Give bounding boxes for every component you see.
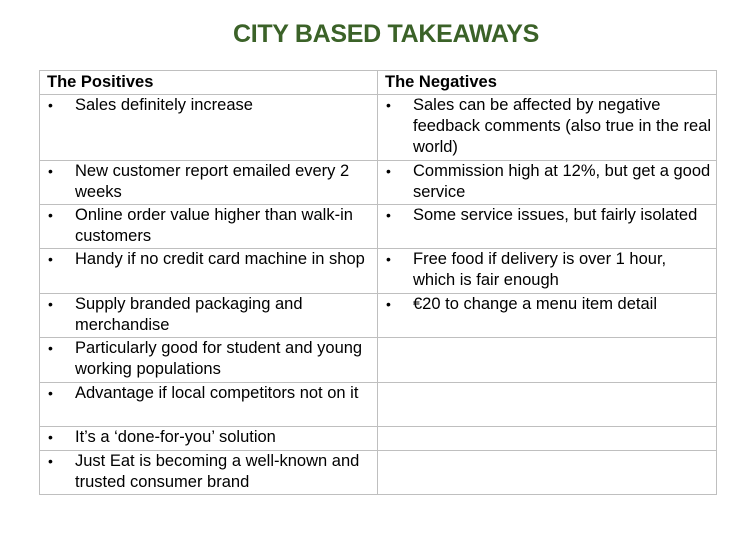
positive-text: Handy if no credit card machine in shop	[75, 250, 365, 268]
negative-cell	[378, 205, 717, 249]
header-negatives: The Negatives	[378, 71, 717, 95]
table-row	[40, 338, 717, 383]
table-row	[40, 249, 717, 294]
negative-cell	[378, 249, 717, 294]
negative-text: €20 to change a menu item detail	[413, 295, 657, 313]
bullet-icon: •	[386, 207, 391, 223]
bullet-icon: •	[48, 163, 53, 179]
positive-cell	[40, 451, 378, 495]
bullet-icon: •	[48, 340, 53, 356]
positive-cell	[40, 161, 378, 205]
negative-cell	[378, 161, 717, 205]
negative-text: Free food if delivery is over 1 hour, which is fair enough	[413, 250, 667, 289]
bullet-icon: •	[386, 296, 391, 312]
positive-text: New customer report emailed every 2 weeks	[75, 162, 350, 201]
bullet-icon: •	[48, 429, 53, 445]
positive-cell	[40, 249, 378, 294]
positives-negatives-table	[39, 70, 717, 495]
negative-cell	[378, 338, 717, 383]
positive-cell	[40, 95, 378, 161]
negative-cell	[378, 383, 717, 427]
positive-text: Supply branded packaging and merchandise	[75, 295, 303, 334]
positive-text: Sales definitely increase	[75, 96, 253, 114]
negative-cell	[378, 451, 717, 495]
positive-cell	[40, 338, 378, 383]
header-positives: The Positives	[40, 71, 378, 95]
table-row	[40, 161, 717, 205]
positive-text: Particularly good for student and young working populations	[75, 339, 363, 378]
table-row	[40, 294, 717, 338]
bullet-icon: •	[386, 163, 391, 179]
bullet-icon: •	[48, 251, 53, 267]
table-row	[40, 205, 717, 249]
negative-text: Some service issues, but fairly isolated	[413, 206, 698, 224]
positive-cell	[40, 294, 378, 338]
negative-cell	[378, 95, 717, 161]
bullet-icon: •	[48, 385, 53, 401]
table-row	[40, 95, 717, 161]
header-row	[40, 71, 717, 95]
positive-text: Online order value higher than walk-in customers	[75, 206, 353, 245]
bullet-icon: •	[386, 251, 391, 267]
positive-cell	[40, 427, 378, 451]
bullet-icon: •	[48, 97, 53, 113]
negative-text: Commission high at 12%, but get a good service	[413, 162, 711, 201]
table-row	[40, 383, 717, 427]
positive-text: Advantage if local competitors not on it	[75, 384, 359, 402]
positive-text: Just Eat is becoming a well-known and trusted consumer brand	[75, 452, 360, 491]
bullet-icon: •	[48, 296, 53, 312]
positive-cell	[40, 205, 378, 249]
table-row	[40, 427, 717, 451]
document-title: CITY BASED TAKEAWAYS	[232, 20, 540, 48]
negative-cell	[378, 294, 717, 338]
bullet-icon: •	[386, 97, 391, 113]
negative-text: Sales can be affected by negative feedback comments (also true in the real world)	[413, 96, 712, 156]
table-row	[40, 451, 717, 495]
positive-cell	[40, 383, 378, 427]
bullet-icon: •	[48, 207, 53, 223]
bullet-icon: •	[48, 453, 53, 469]
positive-text: It’s a ‘done-for-you’ solution	[75, 428, 276, 446]
negative-cell	[378, 427, 717, 451]
